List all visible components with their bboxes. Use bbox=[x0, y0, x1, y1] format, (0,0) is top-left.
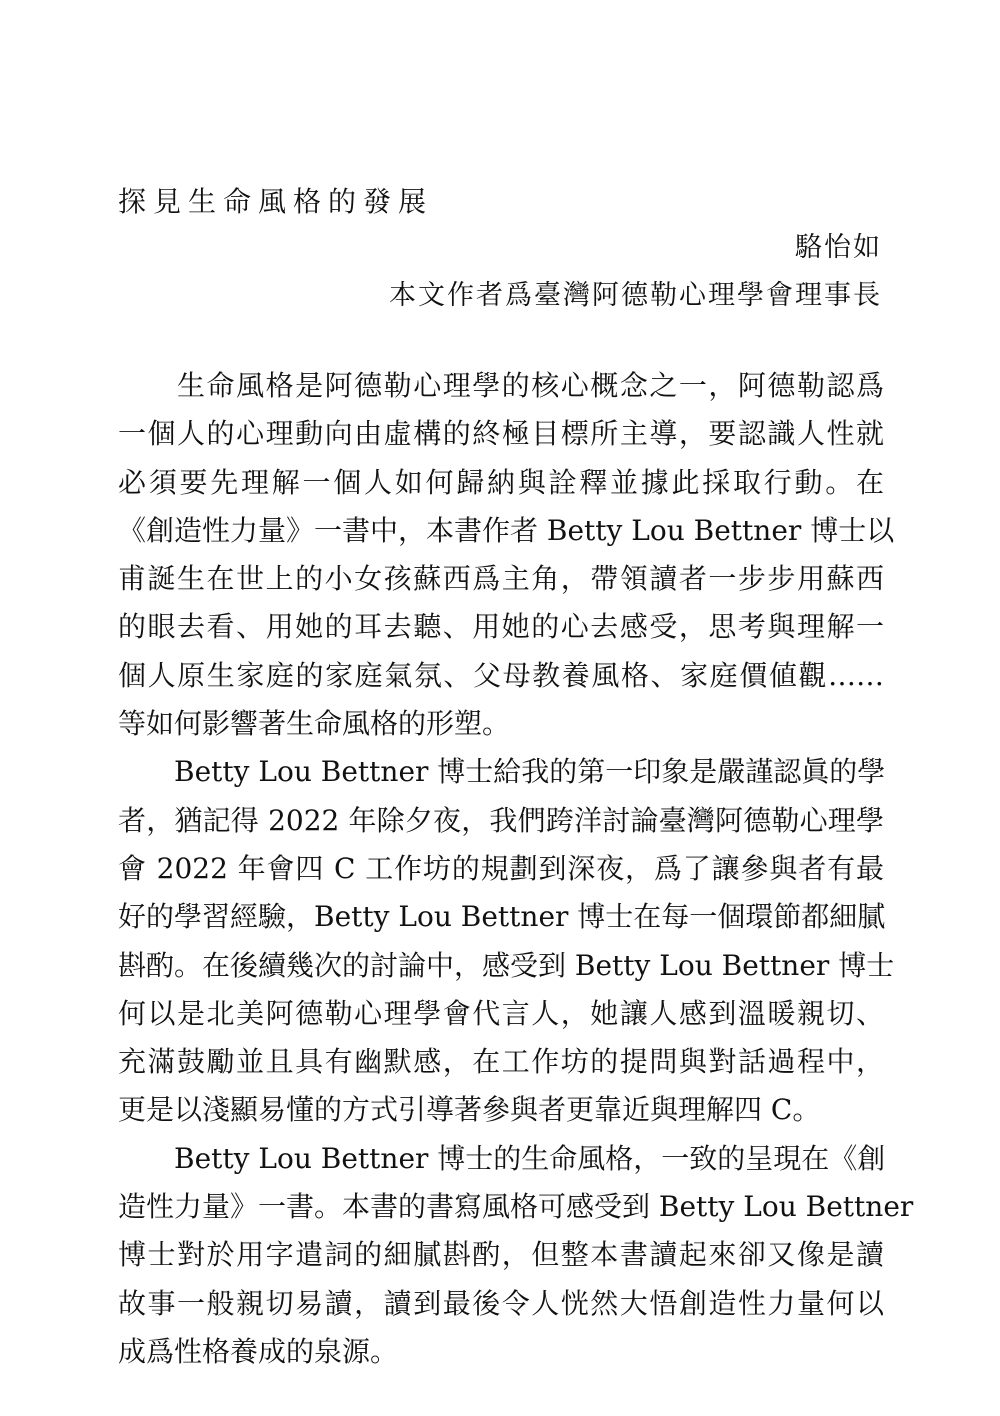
body-line: 好的學習經驗，Betty Lou Bettner 博士在每一個環節都細膩 bbox=[118, 900, 886, 934]
body-line: 充滿鼓勵並且具有幽默感，在工作坊的提問與對話過程中， bbox=[118, 1045, 884, 1079]
body-line: 故事一般親切易讀，讀到最後令人恍然大悟創造性力量何以 bbox=[118, 1286, 884, 1320]
body-line: 博士對於用字遣詞的細膩斟酌，但整本書讀起來卻又像是讀 bbox=[118, 1238, 884, 1272]
author-role: 本文作者爲臺灣阿德勒心理學會理事長 bbox=[389, 280, 882, 311]
body-line: 《創造性力量》一書中，本書作者 Betty Lou Bettner 博士以 bbox=[118, 513, 895, 547]
article-body bbox=[118, 362, 914, 1376]
body-line: 成爲性格養成的泉源。 bbox=[118, 1334, 399, 1368]
body-line: Betty Lou Bettner 博士給我的第一印象是嚴謹認眞的學 bbox=[118, 755, 886, 789]
body-line: 必須要先理解一個人如何歸納與詮釋並據此採取行動。在 bbox=[118, 465, 884, 499]
body-line: 會 2022 年會四 C 工作坊的規劃到深夜，爲了讓參與者有最 bbox=[118, 851, 884, 885]
body-line: Betty Lou Bettner 博士的生命風格，一致的呈現在《創 bbox=[118, 1141, 886, 1175]
body-line: 更是以淺顯易懂的方式引導著參與者更靠近與理解四 C。 bbox=[118, 1093, 821, 1127]
body-line: 造性力量》一書。本書的書寫風格可感受到 Betty Lou Bettner bbox=[118, 1190, 914, 1224]
body-line: 的眼去看、用她的耳去聽、用她的心去感受，思考與理解一 bbox=[118, 610, 884, 644]
body-line: 何以是北美阿德勒心理學會代言人，她讓人感到溫暖親切、 bbox=[118, 996, 884, 1030]
body-line: 一個人的心理動向由虛構的終極目標所主導，要認識人性就 bbox=[118, 417, 884, 451]
body-line: 等如何影響著生命風格的形塑。 bbox=[118, 707, 511, 741]
body-line: 生命風格是阿德勒心理學的核心概念之一，阿德勒認爲 bbox=[118, 369, 884, 402]
body-line: 斟酌。在後續幾次的討論中，感受到 Betty Lou Bettner 博士 bbox=[118, 948, 895, 982]
article-title: 探見生命風格的發展 bbox=[118, 185, 434, 218]
author-name: 駱怡如 bbox=[795, 232, 882, 263]
body-line: 者，猶記得 2022 年除夕夜，我們跨洋討論臺灣阿德勒心理學 bbox=[118, 803, 884, 837]
body-line: 甫誕生在世上的小女孩蘇西爲主角，帶領讀者一步步用蘇西 bbox=[118, 562, 884, 596]
body-line: 個人原生家庭的家庭氣氛、父母教養風格、家庭價値觀…… bbox=[118, 658, 884, 692]
